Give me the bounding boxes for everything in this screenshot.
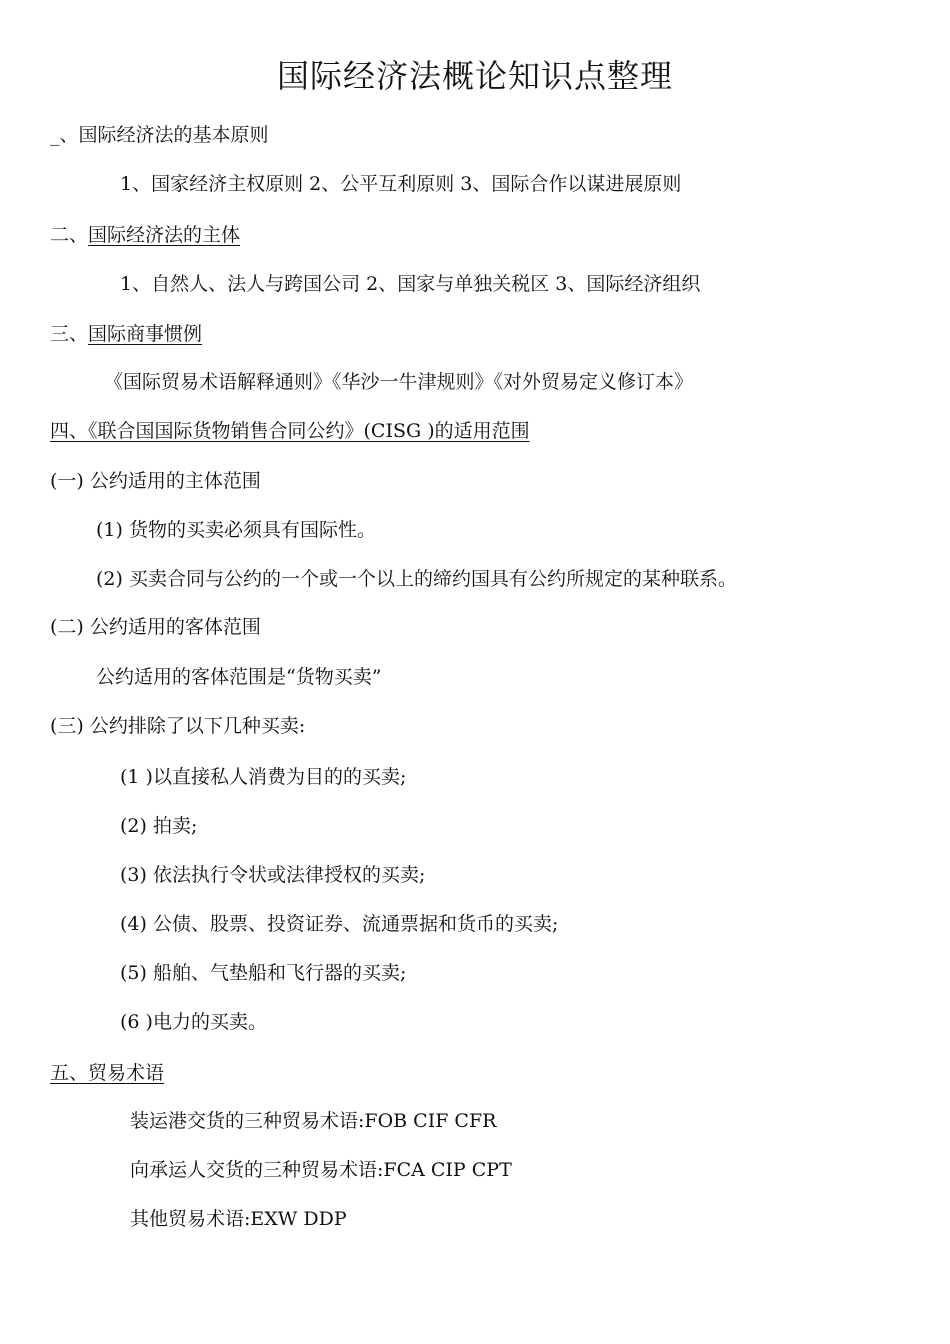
section-2-prefix: 二、 (50, 224, 89, 246)
section-4-sub1-item-2: (2) 买卖合同与公约的一个或一个以上的缔约国具有公约所规定的某种联系。 (96, 568, 737, 590)
section-3-references: 《国际贸易术语解释通则》《华沙一牛津规则》《对外贸易定义修订本》 (104, 371, 694, 393)
section-5-line-3: 其他贸易术语:EXW DDP (130, 1208, 347, 1230)
section-2-subjects: 1、自然人、法人与跨国公司 2、国家与单独关税区 3、国际经济组织 (120, 273, 701, 295)
section-4-sub1-heading: (一) 公约适用的主体范围 (50, 470, 261, 492)
section-5-line-1: 装运港交货的三种贸易术语:FOB CIF CFR (130, 1110, 497, 1132)
section-1-principles: 1、国家经济主权原则 2、公平互利原则 3、国际合作以谋进展原则 (120, 173, 682, 195)
section-4-sub2-text: 公约适用的客体范围是“货物买卖” (96, 666, 382, 688)
section-4-heading: 四、《联合国国际货物销售合同公约》(CISG )的适用范围 (50, 420, 530, 442)
section-1-heading: _、国际经济法的基本原则 (50, 124, 269, 146)
section-4-sub2-heading: (二) 公约适用的客体范围 (50, 616, 261, 638)
section-3-heading (50, 321, 202, 347)
list-item: (1 )以直接私人消费为目的的买卖; (120, 766, 407, 788)
list-item: (5) 船舶、气垫船和飞行器的买卖; (120, 962, 407, 984)
section-5-heading: 五、贸易术语 (50, 1062, 165, 1084)
section-4-sub3-heading: (三) 公约排除了以下几种买卖: (50, 715, 306, 737)
section-3-title: 国际商事惯例 (88, 323, 203, 345)
list-item: (4) 公债、股票、投资证券、流通票据和货币的买卖; (120, 913, 559, 935)
section-3-prefix: 三、 (50, 323, 89, 345)
list-item: (6 )电力的买卖。 (120, 1011, 267, 1033)
page-title: 国际经济法概论知识点整理 (276, 57, 673, 95)
list-item: (2) 拍卖; (120, 815, 198, 837)
section-5-line-2: 向承运人交货的三种贸易术语:FCA CIP CPT (130, 1159, 512, 1181)
section-2-heading (50, 222, 240, 248)
list-item: (3) 依法执行令状或法律授权的买卖; (120, 864, 426, 886)
section-2-title: 国际经济法的主体 (88, 224, 241, 246)
section-4-sub1-item-1: (1) 货物的买卖必须具有国际性。 (96, 519, 376, 541)
